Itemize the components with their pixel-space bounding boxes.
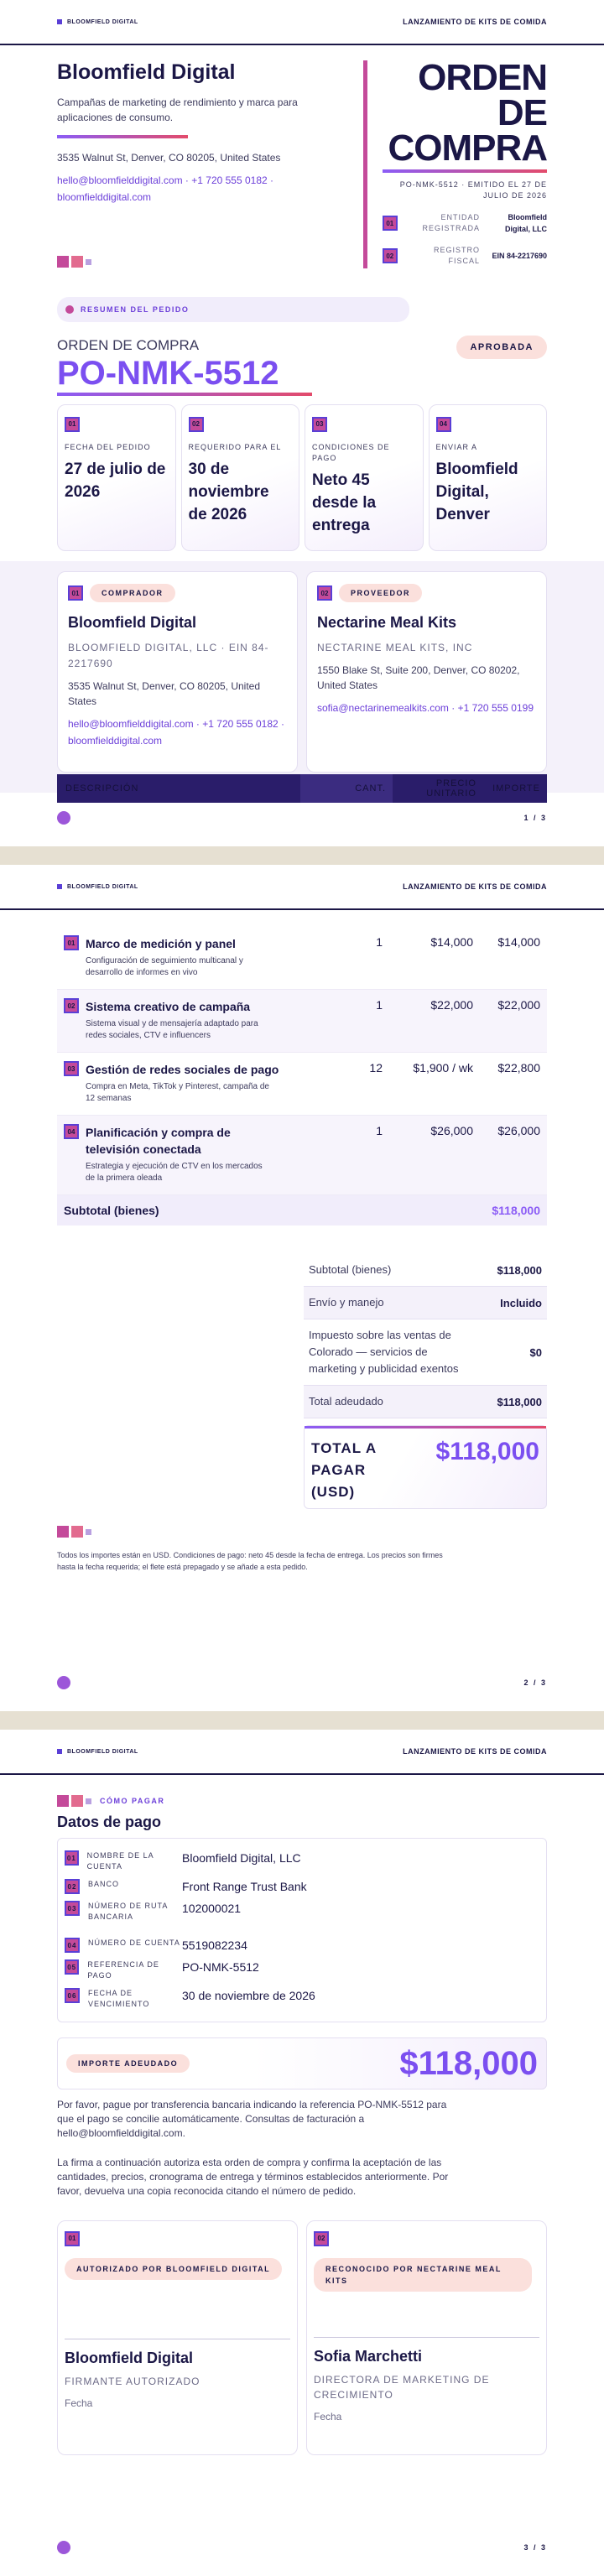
payment-eyebrow: CÓMO PAGAR xyxy=(0,1795,604,1807)
table-header: DESCRIPCIÓN CANT. PRECIO UNITARIO IMPORTE xyxy=(57,774,547,803)
vendor-name: Nectarine Meal Kits xyxy=(317,614,457,631)
order-underline xyxy=(57,393,312,396)
top-bar xyxy=(0,0,604,45)
signature-line[interactable] xyxy=(314,2337,539,2338)
document-title: ORDEN DE COMPRA xyxy=(388,57,547,169)
page-1 xyxy=(0,0,604,846)
buyer-contact[interactable]: hello@bloomfielddigital.com · +1 720 555 0182 · bloomfielddigital.com xyxy=(68,718,285,747)
top-bar xyxy=(0,1730,604,1775)
vendor-legal: NECTARINE MEAL KITS, INC xyxy=(317,642,473,653)
buyer-card: 01 COMPRADOR Bloomfield Digital BLOOMFIELD DIGITAL, LLC · EIN 84-2217690 3535 Walnut St, Denver, CO 80205, United States hello@bloomfielddigital.com · +1 720 555 0182 · bloomfielddigital.com xyxy=(57,571,298,773)
authorization-text: La firma a continuación autoriza esta orden de compra y confirma la aceptación de las cantidades, precios, cronograma de entrega y términos establecidos anteriormente. Por favor, devuelva una copia reconocida citando el número de pedido. xyxy=(57,2157,449,2197)
brand-label: BLOOMFIELD DIGITAL xyxy=(67,18,138,25)
seller-contact[interactable]: hello@bloomfielddigital.com · +1 720 555 0182 · bloomfielddigital.com xyxy=(57,174,274,203)
entity-row: 01 ENTIDAD REGISTRADA Bloomfield Digital, LLC xyxy=(383,211,547,235)
document-header xyxy=(0,45,604,297)
project-title: LANZAMIENTO DE KITS DE COMIDA xyxy=(403,1747,547,1756)
dot-icon xyxy=(65,305,74,314)
bank-row: 04 NÚMERO DE CUENTA 5519082234 xyxy=(65,1934,539,1956)
project-title: LANZAMIENTO DE KITS DE COMIDA xyxy=(403,18,547,26)
page-number: 2 / 3 xyxy=(523,1678,547,1687)
table-row: 03 Gestión de redes sociales de pago Compra en Meta, TikTok y Pinterest, campaña de 12 semanas 12 $1,900 / wk $22,800 xyxy=(57,1053,547,1116)
vendor-card: 02 PROVEEDOR Nectarine Meal Kits NECTARINE MEAL KITS, INC 1550 Blake St, Suite 200, Denver, CO 80202, United States sofia@nectarinemealkits.com · +1 720 555 0199 xyxy=(306,571,547,773)
amount-due-label: IMPORTE ADEUDADO xyxy=(66,2054,190,2073)
buyer-legal: BLOOMFIELD DIGITAL, LLC · EIN 84-2217690 xyxy=(68,642,269,669)
accent-bar xyxy=(57,135,188,138)
page-footer xyxy=(57,1676,547,1689)
buyer-address: 3535 Walnut St, Denver, CO 80205, United States xyxy=(68,680,261,707)
order-label: ORDEN DE COMPRA xyxy=(57,337,200,353)
top-bar xyxy=(0,865,604,910)
order-line xyxy=(0,337,604,396)
document-meta: PO-NMK-5512 · EMITIDO EL 27 DE JULIO DE 2026 xyxy=(399,180,547,200)
page-gap xyxy=(0,1711,604,1730)
page-3 xyxy=(0,1730,604,2576)
terms-note: Todos los importes están en USD. Condiciones de pago: neto 45 desde la fecha de entrega. Los precios son firmes hasta la fecha requerida; el flete está prepagado y se añade a esta pedido. xyxy=(57,1551,443,1571)
amount-due xyxy=(57,2037,547,2089)
summary-card: 03 CONDICIONES DE PAGO Neto 45 desde la entrega xyxy=(305,404,424,551)
seller-address: 3535 Walnut St, Denver, CO 80205, United States xyxy=(57,152,281,164)
footer-dot-icon xyxy=(57,811,70,825)
table-row: 02 Sistema creativo de campaña Sistema visual y de mensajería adaptado para redes sociales, CTV e influencers 1 $22,000 $22,000 xyxy=(57,990,547,1053)
table-row: 01 Marco de medición y panel Configuración de seguimiento multicanal y desarrollo de informes en vivo 1 $14,000 $14,000 xyxy=(57,927,547,990)
status-badge: APROBADA xyxy=(456,336,547,359)
project-title: LANZAMIENTO DE KITS DE COMIDA xyxy=(403,882,547,891)
signature-card: 02 RECONOCIDO POR NECTARINE MEAL KITS Sofia Marchetti DIRECTORA DE MARKETING DE CRECIMIENTO Fecha xyxy=(306,2220,547,2455)
vendor-tag: PROVEEDOR xyxy=(339,584,422,602)
tax-row: 02 REGISTRO FISCAL EIN 84-2217690 xyxy=(383,245,547,267)
page-number: 1 / 3 xyxy=(523,814,547,822)
totals-block xyxy=(304,1254,547,1509)
table-row: 04 Planificación y compra de televisión conectada Estrategia y ejecución de CTV en los mercados de la primera oleada 1 $26,000 $26,000 xyxy=(57,1116,547,1195)
brand-square-icon xyxy=(57,884,62,889)
vendor-address: 1550 Blake St, Suite 200, Denver, CO 80202, United States xyxy=(317,664,520,691)
payment-title: Datos de pago xyxy=(57,1814,162,1830)
brand-square-icon xyxy=(57,19,62,24)
brand xyxy=(57,19,138,25)
totals-row: Subtotal (bienes) $118,000 xyxy=(304,1254,547,1287)
footer-dot-icon xyxy=(57,1676,70,1689)
brand-mark-icon xyxy=(57,256,363,268)
brand: BLOOMFIELD DIGITAL xyxy=(57,884,138,890)
page-2 xyxy=(0,865,604,1711)
line-items xyxy=(0,927,604,1226)
page-footer xyxy=(57,2541,547,2554)
summary-bar: RESUMEN DEL PEDIDO xyxy=(57,297,409,322)
totals-row: Total adeudado $118,000 xyxy=(304,1386,547,1418)
summary-cards xyxy=(0,404,604,551)
totals-row: Impuesto sobre las ventas de Colorado — servicios de marketing y publicidad exentos $0 xyxy=(304,1319,547,1386)
summary-card: 01 FECHA DEL PEDIDO 27 de julio de 2026 xyxy=(57,404,176,551)
bank-row: 02 BANCO Front Range Trust Bank xyxy=(65,1876,539,1897)
seller-name: Bloomfield Digital xyxy=(57,60,236,84)
bank-row: 03 NÚMERO DE RUTA BANCARIA 102000021 xyxy=(65,1897,539,1926)
page-footer xyxy=(57,811,547,825)
payment-instructions: Por favor, pague por transferencia bancaria indicando la referencia PO-NMK-5512 para que el pago se concilie automáticamente. Consultas de facturación a hello@bloomfielddigital.com. xyxy=(57,2099,447,2139)
seller-block xyxy=(57,60,363,297)
signature-blocks xyxy=(0,2220,604,2455)
document-title-block xyxy=(363,57,547,268)
page-number: 3 / 3 xyxy=(523,2543,547,2552)
bank-details xyxy=(57,1838,547,2022)
brand: BLOOMFIELD DIGITAL xyxy=(57,1749,138,1755)
bank-row: 06 FECHA DE VENCIMIENTO 30 de noviembre de 2026 xyxy=(65,1985,539,2013)
bank-row: 05 REFERENCIA DE PAGO PO-NMK-5512 xyxy=(65,1956,539,1985)
buyer-name: Bloomfield Digital xyxy=(68,614,196,631)
page-gap xyxy=(0,846,604,865)
brand-square-icon xyxy=(57,1749,62,1754)
subtotal-row: Subtotal (bienes) $118,000 xyxy=(57,1195,547,1226)
summary-card: 02 REQUERIDO PARA EL 30 de noviembre de 2026 xyxy=(181,404,300,551)
bank-row: 01 NOMBRE DE LA CUENTA Bloomfield Digital, LLC xyxy=(65,1847,539,1876)
brand-mark-icon xyxy=(0,1526,604,1538)
buyer-tag: COMPRADOR xyxy=(90,584,175,602)
brand-mark-icon xyxy=(57,1795,91,1807)
grand-total: TOTAL A PAGAR (USD) $118,000 xyxy=(304,1425,547,1509)
signature-card: 01 AUTORIZADO POR BLOOMFIELD DIGITAL Bloomfield Digital FIRMANTE AUTORIZADO Fecha xyxy=(57,2220,298,2455)
title-accent-bar xyxy=(383,169,547,173)
amount-due-value: $118,000 xyxy=(399,2044,538,2082)
summary-card: 04 ENVIAR A Bloomfield Digital, Denver xyxy=(429,404,548,551)
seller-tagline: Campañas de marketing de rendimiento y marca para aplicaciones de consumo. xyxy=(57,96,298,123)
order-number: PO-NMK-5512 xyxy=(57,355,279,392)
totals-row: Envío y manejo Incluido xyxy=(304,1287,547,1319)
footer-dot-icon xyxy=(57,2541,70,2554)
parties-section xyxy=(0,561,604,793)
vendor-contact[interactable]: sofia@nectarinemealkits.com · +1 720 555 0199 xyxy=(317,702,534,714)
